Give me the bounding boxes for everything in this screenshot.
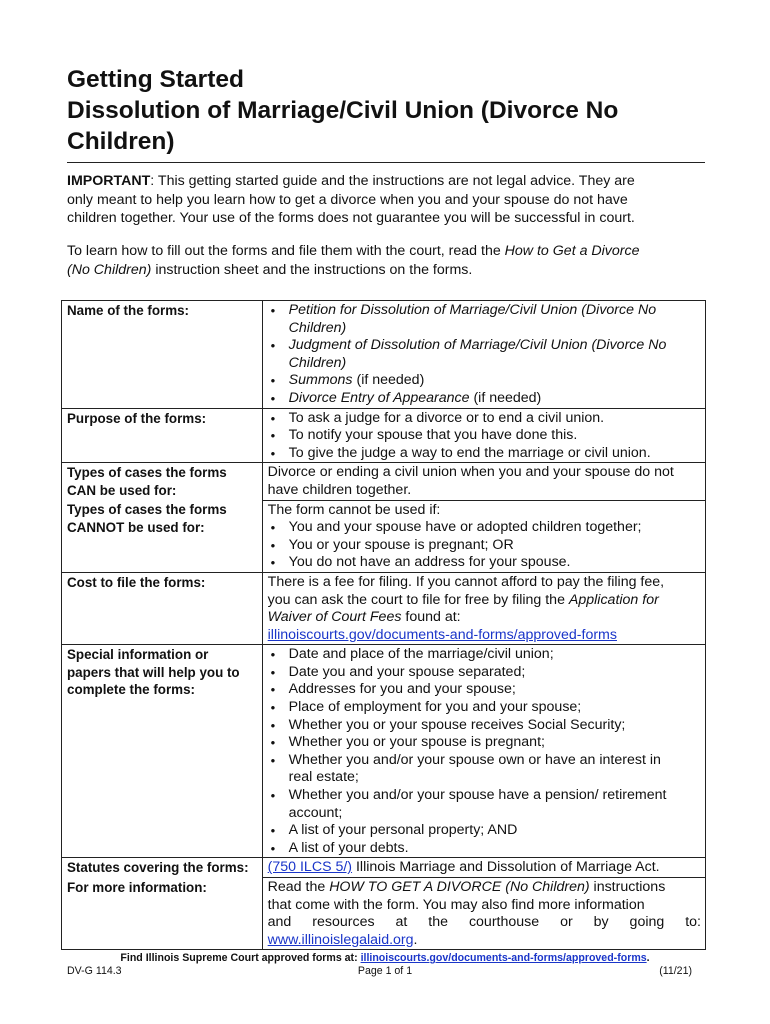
- page-title: [67, 64, 707, 157]
- revision-date: (11/21): [659, 965, 692, 977]
- statute-link[interactable]: (750 ILCS 5/): [267, 859, 353, 876]
- purpose-list: [268, 410, 701, 463]
- learn-paragraph: [67, 242, 707, 279]
- label-more-info: For more information:: [62, 878, 263, 950]
- list-item: • Whether you and/or your spouse have a pension/ retirement account;: [268, 787, 701, 822]
- list-item: • To ask a judge for a divorce or to end a civil union.: [268, 410, 701, 428]
- label-form-names: Name of the forms:: [62, 301, 263, 409]
- row-statutes: Statutes covering the forms: (750 ILCS 5/) Illinois Marriage and Dissolution of Marriage Act.: [62, 858, 706, 878]
- label-cost: Cost to file the forms:: [62, 572, 263, 644]
- page-number: Page 1 of 1: [357, 965, 413, 977]
- list-item: • Judgment of Dissolution of Marriage/Civil Union (Divorce No Children): [268, 337, 701, 372]
- learn-title-1: How to Get a Divorce: [504, 243, 640, 259]
- list-item: • Summons (if needed): [268, 372, 701, 390]
- approved-forms-link[interactable]: illinoiscourts.gov/documents-and-forms/approved-forms: [267, 626, 617, 643]
- list-item: • A list of your personal property; AND: [268, 822, 701, 840]
- list-item: • Whether you or your spouse is pregnant;: [268, 734, 701, 752]
- title-divider: [67, 162, 705, 163]
- label-can-be-used: Types of cases the forms CAN be used for:: [62, 463, 263, 500]
- form-code: DV-G 114.3: [67, 965, 122, 977]
- label-statutes: Statutes covering the forms:: [62, 858, 263, 878]
- list-item: • Whether you or your spouse receives Social Security;: [268, 717, 701, 735]
- list-item: • Place of employment for you and your spouse;: [268, 699, 701, 717]
- list-item: • A list of your debts.: [268, 840, 701, 858]
- row-purpose: [62, 408, 706, 463]
- list-item: • Whether you and/or your spouse own or have an interest in real estate;: [268, 752, 701, 787]
- row-more-info: For more information: Read the HOW TO GET A DIVORCE (No Children) instructions that come with the form. You may also find more information and resources at the courthouse or by going to: www.illinoislegalaid.org.: [62, 878, 706, 950]
- special-info-list: [268, 646, 701, 857]
- title-line-3: Children): [67, 128, 175, 155]
- form-names-list: [268, 302, 701, 408]
- list-item: • Petition for Dissolution of Marriage/Civil Union (Divorce No Children): [268, 302, 701, 337]
- learn-text-2b: instruction sheet and the instructions on the forms.: [151, 261, 473, 278]
- row-can-be-used: Types of cases the forms CAN be used for: Divorce or ending a civil union when you and your spouse do not have children together.: [62, 463, 706, 500]
- learn-text-1a: To learn how to fill out the forms and file them with the court, read the: [67, 243, 505, 259]
- legal-aid-link[interactable]: www.illinoislegalaid.org: [267, 931, 414, 948]
- list-item: • To notify your spouse that you have done this.: [268, 427, 701, 445]
- important-text-2: only meant to help you learn how to get a divorce when you and your spouse do not have: [67, 191, 628, 208]
- footer-note: Find Illinois Supreme Court approved forms at: illinoiscourts.gov/documents-and-forms/approved-forms.: [120, 952, 650, 964]
- footer-forms-link[interactable]: illinoiscourts.gov/documents-and-forms/approved-forms: [360, 952, 647, 964]
- cannot-list: [268, 519, 701, 572]
- label-special-info: Special information or papers that will help you to complete the forms:: [62, 645, 263, 858]
- list-item: • You or your spouse is pregnant; OR: [268, 537, 701, 555]
- list-item: • Divorce Entry of Appearance (if needed): [268, 390, 701, 408]
- list-item: • Date you and your spouse separated;: [268, 664, 701, 682]
- row-cannot-be-used: Types of cases the forms CANNOT be used for: The form cannot be used if: • You and your spouse have or adopted children together; • You or your spouse is pregnant; OR • You do not have an address for your spouse.: [62, 500, 706, 572]
- important-text-3: children together. Your use of the forms does not guarantee you will be successful in court.: [67, 210, 635, 227]
- important-label: IMPORTANT: [67, 173, 151, 189]
- row-form-names: [62, 301, 706, 409]
- list-item: • Addresses for you and your spouse;: [268, 681, 701, 699]
- forms-info-table: [61, 300, 706, 950]
- label-purpose: Purpose of the forms:: [62, 408, 263, 463]
- row-special-info: [62, 645, 706, 858]
- list-item: • You and your spouse have or adopted children together;: [268, 519, 701, 537]
- title-line-2: Dissolution of Marriage/Civil Union (Divorce No: [67, 97, 619, 124]
- list-item: • You do not have an address for your spouse.: [268, 554, 701, 572]
- list-item: • To give the judge a way to end the marriage or civil union.: [268, 445, 701, 463]
- important-text-1: : This getting started guide and the instructions are not legal advice. They are: [150, 173, 635, 189]
- row-cost: Cost to file the forms: There is a fee for filing. If you cannot afford to pay the filing fee, you can ask the court to file for free by filing the Application for Waiver of Court Fees found at: illinoiscourts.gov/documents-and-forms/approved-forms: [62, 572, 706, 644]
- list-item: • Date and place of the marriage/civil union;: [268, 646, 701, 664]
- important-notice: [67, 172, 707, 228]
- title-line-1: Getting Started: [67, 66, 244, 93]
- label-cannot-be-used: Types of cases the forms CANNOT be used for:: [62, 500, 263, 572]
- learn-title-2: (No Children): [67, 261, 152, 278]
